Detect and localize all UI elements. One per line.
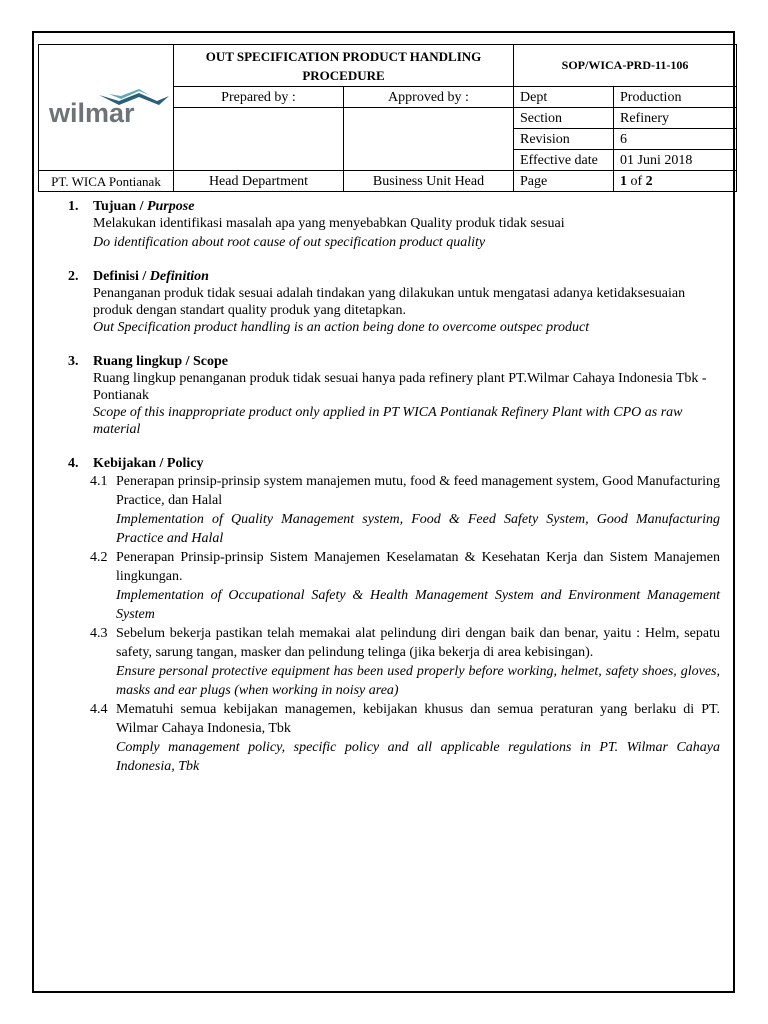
approved-by-label: Approved by :: [344, 87, 514, 108]
prepared-by-label: Prepared by :: [174, 87, 344, 108]
company-logo: [39, 45, 174, 171]
page-current: 1: [620, 173, 627, 189]
meta-value-dept: Production: [614, 87, 737, 108]
meta-label-section: Section: [514, 108, 614, 129]
document-body: [68, 198, 720, 793]
section-title: Ruang lingkup / Scope: [93, 354, 228, 369]
meta-value-revision: 6: [614, 129, 737, 150]
section-title: Tujuan / Purpose: [93, 199, 195, 214]
section-text-en: Do identification about root cause of out specification product quality: [93, 235, 486, 250]
policy-item-number: 4.1: [90, 474, 108, 489]
document-code: SOP/WICA-PRD-11-106: [514, 45, 737, 87]
policy-item: [90, 472, 720, 548]
policy-item: [90, 548, 720, 624]
meta-label-effective-date: Effective date: [514, 150, 614, 171]
policy-text-en: Implementation of Quality Management system, Food & Feed Safety System, Good Manufacturing Practice and Halal: [116, 512, 720, 546]
policy-item-number: 4.2: [90, 550, 108, 565]
prepared-by-signature: [174, 108, 344, 171]
policy-text-id: Penerapan Prinsip-prinsip Sistem Manajemen Keselamatan & Kesehatan Kerja dan Sistem Manajemen lingkungan.: [116, 550, 720, 584]
section-definition: [68, 268, 720, 336]
meta-value-effective-date: 01 Juni 2018: [614, 150, 737, 171]
policy-text-en: Comply management policy, specific policy and all applicable regulations in PT. Wilmar Cahaya Indonesia, Tbk: [116, 740, 720, 774]
policy-text-en: Ensure personal protective equipment has been used properly before working, helmet, safety shoes, gloves, masks and ear plugs (when working in noisy area): [116, 664, 720, 698]
section-purpose: [68, 198, 720, 251]
policy-text-id: Mematuhi semua kebijakan managemen, kebijakan khusus dan semua peraturan yang berlaku di PT. Wilmar Cahaya Indonesia, Tbk: [116, 702, 720, 736]
section-text-en: Out Specification product handling is an action being done to overcome outspec product: [93, 320, 590, 335]
document-title: OUT SPECIFICATION PRODUCT HANDLING PROCEDURE: [174, 45, 514, 87]
meta-label-revision: Revision: [514, 129, 614, 150]
wilmar-logo-icon: [39, 58, 172, 158]
section-number: 1.: [68, 199, 79, 214]
section-policy: [68, 455, 720, 776]
policy-item: [90, 624, 720, 700]
section-text-id: Melakukan identifikasi masalah apa yang menyebabkan Quality produk tidak sesuai: [93, 216, 565, 231]
section-text-id: Ruang lingkup penanganan produk tidak sesuai hanya pada refinery plant PT.Wilmar Cahaya Indonesia Tbk - Pontianak: [93, 371, 707, 403]
approver-role: Business Unit Head: [344, 171, 514, 192]
section-scope: [68, 353, 720, 438]
page-total: 2: [645, 173, 653, 189]
meta-value-section: Refinery: [614, 108, 737, 129]
policy-text-en: Implementation of Occupational Safety & Health Management System and Environment Management System: [116, 588, 720, 622]
section-text-id: Penanganan produk tidak sesuai adalah tindakan yang dilakukan untuk mengatasi adanya ketidaksesuaian produk dengan standart quality produk yang ditetapkan.: [93, 286, 686, 318]
document-header-table: [38, 44, 737, 192]
company-name: PT. WICA Pontianak: [39, 171, 174, 192]
logo-wordmark: wilmar: [49, 97, 135, 128]
policy-item-number: 4.4: [90, 702, 108, 717]
preparer-role: Head Department: [174, 171, 344, 192]
policy-text-id: Sebelum bekerja pastikan telah memakai alat pelindung diri dengan baik dan benar, yaitu : Helm, sepatu safety, sarung tangan, masker dan pelindung telinga (jika bekerja di area kebisingan).: [116, 626, 720, 660]
meta-label-dept: Dept: [514, 87, 614, 108]
section-title: Definisi / Definition: [93, 269, 209, 284]
section-number: 4.: [68, 456, 79, 471]
approved-by-signature: [344, 108, 514, 171]
policy-item-number: 4.3: [90, 626, 108, 641]
policy-item: [90, 700, 720, 776]
page-number: [614, 171, 737, 192]
section-number: 2.: [68, 269, 79, 284]
section-number: 3.: [68, 354, 79, 369]
section-text-en: Scope of this inappropriate product only applied in PT WICA Pontianak Refinery Plant with CPO as raw material: [93, 405, 683, 437]
page-label: Page: [514, 171, 614, 192]
policy-text-id: Penerapan prinsip-prinsip system manajemen mutu, food & feed management system, Good Manufacturing Practice, dan Halal: [116, 474, 720, 508]
page-of: of: [630, 173, 643, 189]
section-title: Kebijakan / Policy: [93, 456, 204, 471]
